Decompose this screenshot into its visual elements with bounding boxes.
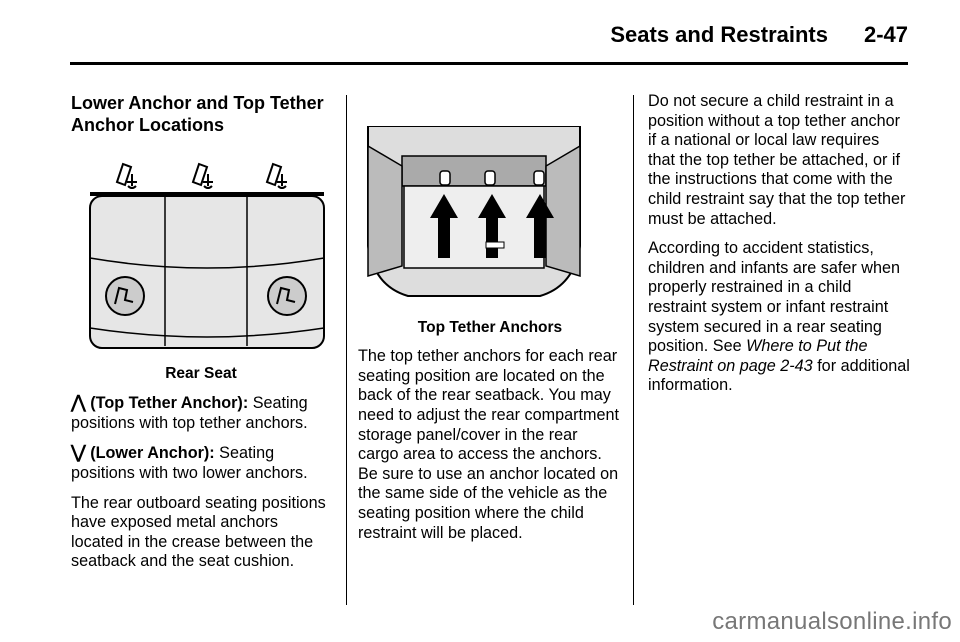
section-heading: Lower Anchor and Top Tether Anchor Locations xyxy=(71,93,324,135)
column-right xyxy=(648,92,910,406)
lower-anchor-symbol-icon: ⋁ xyxy=(71,442,86,463)
tether-anchor-symbol-icon xyxy=(117,164,287,188)
cargo-area-illustration xyxy=(362,126,622,310)
top-tether-definition: ⋀ (Top Tether Anchor): Seating positions with top tether anchors. xyxy=(71,392,308,432)
column-left xyxy=(71,92,331,582)
column-middle xyxy=(358,126,622,553)
figure-caption-tether: Top Tether Anchors xyxy=(417,318,563,336)
rear-seat-illustration xyxy=(87,148,331,362)
column-divider-1 xyxy=(346,95,347,605)
column-divider-2 xyxy=(633,95,634,605)
cross-reference-link[interactable]: Where to Put the Restraint on page 2-43 xyxy=(648,337,868,375)
lower-anchor-definition: ⋁ (Lower Anchor): Seating positions with two lower anchors. xyxy=(71,442,308,482)
body-paragraph: The rear outboard seating positions have exposed metal anchors located in the crease between the seatback and the seat cushion. xyxy=(71,493,326,571)
section-title: Seats and Restraints xyxy=(610,22,828,47)
watermark: carmanualsonline.info xyxy=(712,608,952,635)
page-header xyxy=(0,0,960,70)
page-number: 2-47 xyxy=(863,22,908,47)
figure-caption: Rear Seat xyxy=(165,364,237,382)
top-tether-symbol-icon: ⋀ xyxy=(71,392,86,413)
body-paragraph-tether: The top tether anchors for each rear seating position are located on the back of the rear seatback. You may need to adjust the rear compartment storage panel/cover in the rear cargo area to access the anchors. Be sure to use an anchor located on the same side of the vehicle as the seating position where the child restraint will be placed. xyxy=(358,347,619,542)
body-paragraph-statistics: According to accident statistics, children and infants are safer when properly restrained in a child restraint system or infant restraint system secured in a rear seating position. See Where to Put the Restraint on page 2-43 for additional information. xyxy=(648,239,910,395)
header-rule xyxy=(70,62,908,65)
body-paragraph-law: Do not secure a child restraint in a position without a top tether anchor if a national or local law requires that the top tether be attached, or if the instructions that come with the child restraint say that the top tether must be attached. xyxy=(648,92,906,228)
